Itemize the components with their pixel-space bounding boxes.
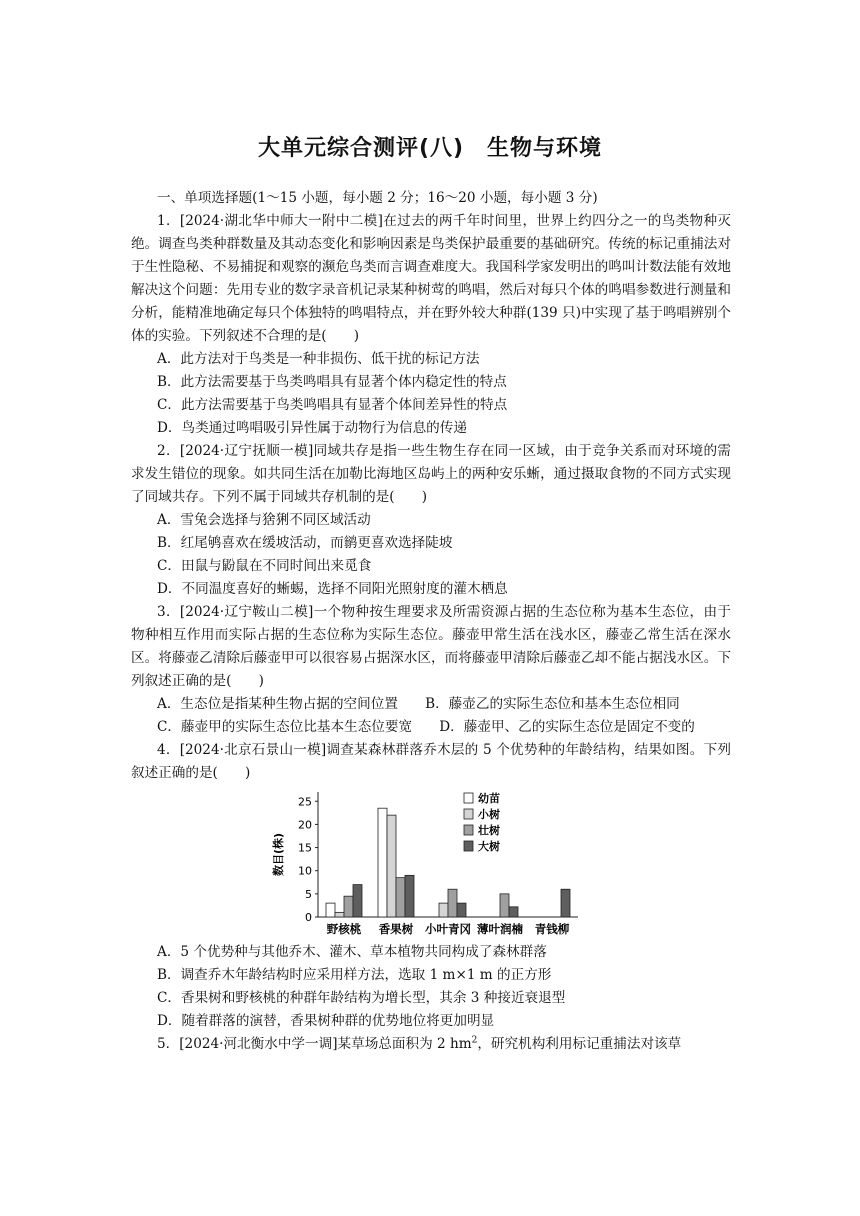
question-5-stem (131, 1033, 731, 1056)
legend-swatch (464, 793, 473, 803)
question-1-option-b: B．此方法需要基于鸟类鸣唱具有显著个体内稳定性的特点 (157, 374, 507, 390)
x-tick-label: 青钱柳 (534, 922, 570, 936)
bar-幼苗 (378, 808, 387, 917)
y-tick-label: 15 (298, 841, 312, 855)
y-tick-label: 5 (305, 887, 312, 901)
question-1-option-d: D．鸟类通过鸣唱吸引异性属于动物行为信息的传递 (157, 420, 467, 436)
question-4-option-a: A．5 个优势种与其他乔木、灌木、草本植物共同构成了森林群落 (157, 944, 547, 960)
question-4-option-b: B．调查乔木年龄结构时应采用样方法，选取 1 m×1 m 的正方形 (157, 967, 552, 983)
page-title: 大单元综合测评(八) 生物与环境 (257, 136, 603, 161)
bar-壮树 (448, 889, 457, 917)
question-3-options-cd: C．藤壶甲的实际生态位比基本生态位要宽 D．藤壶甲、乙的实际生态位是固定不变的 (157, 719, 695, 735)
question-2-option-c: C．田鼠与鼢鼠在不同时间出来觅食 (157, 558, 372, 574)
bar-大树 (457, 903, 466, 917)
question-2-option-b: B．红尾鸲喜欢在缓坡活动，而鹟更喜欢选择陡坡 (157, 535, 453, 551)
y-tick-label: 25 (298, 795, 312, 809)
y-tick-label: 10 (298, 864, 312, 878)
age-structure-bar-chart (268, 787, 598, 937)
document-body (131, 187, 731, 1056)
x-tick-label: 香果树 (378, 922, 414, 936)
bar-壮树 (344, 896, 353, 917)
bar-大树 (561, 889, 570, 917)
question-4-stem: 4．[2024·北京石景山一模]调查某森林群落乔木层的 5 个优势种的年龄结构，结果如图。下列叙述正确的是( ) (131, 742, 731, 781)
question-4-option-d: D．随着群落的演替，香果树种群的优势地位将更加明显 (157, 1013, 495, 1029)
section-heading: 一、单项选择题(1～15 小题，每小题 2 分；16～20 小题，每小题 3 分) (157, 190, 598, 206)
bar-幼苗 (326, 903, 335, 917)
bar-大树 (509, 907, 518, 917)
legend-label: 大树 (478, 840, 500, 853)
question-3-options-ab: A．生态位是指某种生物占据的空间位置 B．藤壶乙的实际生态位和基本生态位相同 (157, 696, 680, 712)
question-1-option-a: A．此方法对于鸟类是一种非损伤、低干扰的标记方法 (157, 351, 480, 367)
legend-swatch (464, 825, 473, 835)
legend-label: 壮树 (478, 824, 500, 837)
question-5-stem-start: 5．[2024·河北衡水中学一调]某草场总面积为 2 hm (157, 1036, 472, 1052)
question-2-option-d: D．不同温度喜好的蜥蜴，选择不同阳光照射度的灌木栖息 (157, 581, 508, 597)
bar-壮树 (500, 894, 509, 917)
x-tick-label: 野核桃 (326, 922, 362, 936)
x-tick-label: 小叶青冈 (425, 922, 471, 936)
legend-swatch (464, 841, 473, 851)
question-1-stem: 1．[2024·湖北华中师大一附中二模]在过去的两千年时间里，世界上约四分之一的鸟类物种灭绝。调查鸟类种群数量及其动态变化和影响因素是鸟类保护最重要的基础研究。传统的标记重捕法对于生性隐秘、不易捕捉和观察的濒危鸟类而言调查难度大。我国科学家发明出的鸣叫计数法能有效地解决这个问题：先用专业的数字录音机记录某种树莺的鸣唱，然后对每只个体的鸣唱参数进行测量和分析，能精准地确定每只个体独特的鸣唱特点，并在野外较大种群(139 只)中实现了基于鸣唱辨别个体的实验。下列叙述不合理的是( ) (131, 213, 731, 344)
bar-大树 (405, 875, 414, 917)
question-1-option-c: C．此方法需要基于鸟类鸣唱具有显著个体间差异性的特点 (157, 397, 508, 413)
question-2-stem: 2．[2024·辽宁抚顺一模]同域共存是指一些生物生存在同一区域，由于竞争关系而对环境的需求发生错位的现象。如共同生活在加勒比海地区岛屿上的两种安乐蜥，通过摄取食物的不同方式实现了同域共存。下列不属于同域共存机制的是( ) (131, 443, 731, 505)
bar-小树 (387, 815, 396, 917)
bar-小树 (335, 912, 344, 917)
bar-小树 (439, 903, 448, 917)
question-2-option-a: A．雪兔会选择与猞猁不同区域活动 (157, 512, 371, 528)
y-axis-label: 数目(株) (272, 832, 285, 877)
superscript: 2 (471, 1035, 478, 1046)
x-tick-label: 薄叶润楠 (477, 922, 523, 936)
legend-swatch (464, 809, 473, 819)
legend-label: 幼苗 (478, 792, 500, 805)
question-4-option-c: C．香果树和野核桃的种群年龄结构为增长型，其余 3 种接近衰退型 (157, 990, 566, 1006)
question-3-stem: 3．[2024·辽宁鞍山二模]一个物种按生理要求及所需资源占据的生态位称为基本生态位，由于物种相互作用而实际占据的生态位称为实际生态位。藤壶甲常生活在浅水区，藤壶乙常生活在深水区。将藤壶乙清除后藤壶甲可以很容易占据深水区，而将藤壶甲清除后藤壶乙却不能占据浅水区。下列叙述正确的是( ) (131, 604, 731, 689)
y-tick-label: 0 (305, 911, 312, 924)
y-tick-label: 20 (298, 818, 312, 832)
bar-壮树 (396, 878, 405, 917)
question-5-stem-end: ，研究机构利用标记重捕法对该草 (477, 1036, 682, 1052)
legend-label: 小树 (478, 808, 500, 821)
bar-大树 (353, 885, 362, 917)
